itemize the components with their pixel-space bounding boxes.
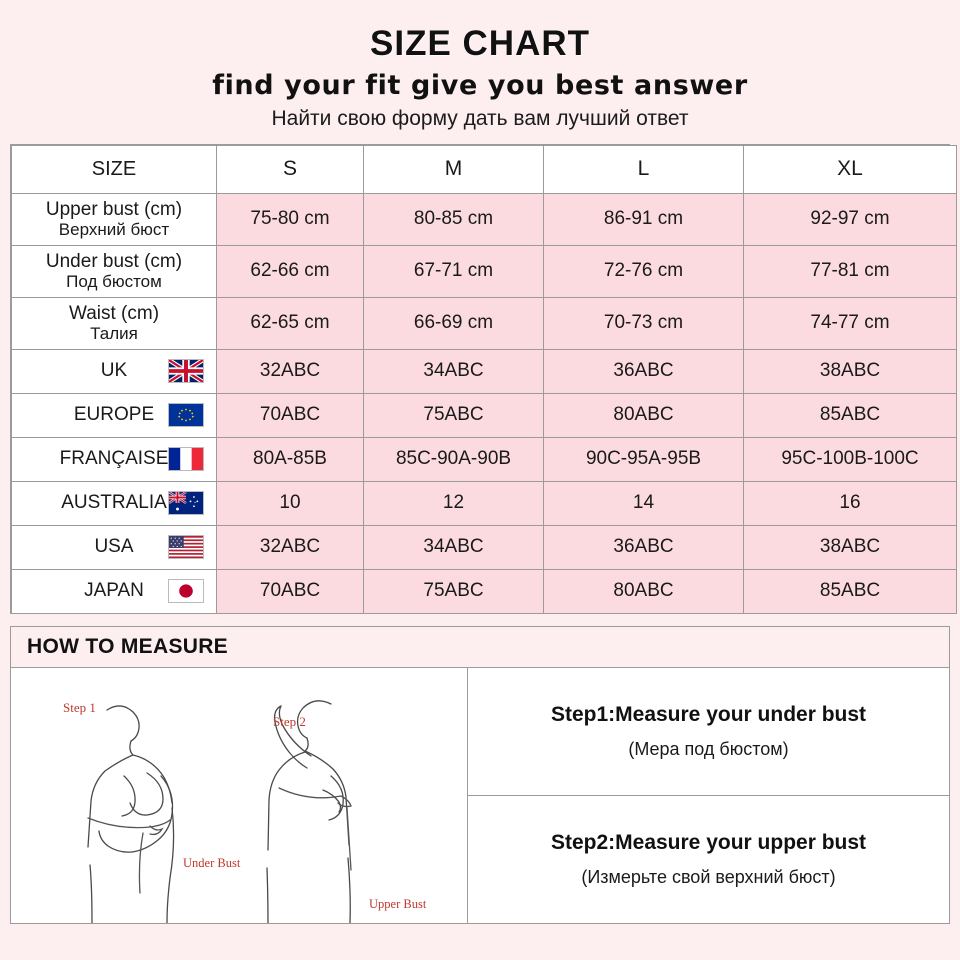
cell-value: 36ABC [544,525,744,569]
row-label-text: UK [100,360,128,382]
row-label-text: AUSTRALIA [61,492,167,514]
cell-value: 72-76 cm [544,245,744,297]
size-chart-table [11,145,957,614]
cell-value: 90C-95A-95B [544,437,744,481]
cell-value: 70ABC [217,569,364,613]
column-header-size: SIZE [12,145,217,193]
column-header-xl: XL [744,145,957,193]
page-title: SIZE CHART [370,24,590,63]
column-header-l: L [544,145,744,193]
row-label-australia [12,481,217,525]
cell-value: 80A-85B [217,437,364,481]
cell-value: 77-81 cm [744,245,957,297]
size-chart-table-wrapper [10,144,950,614]
row-label-text-ru: Верхний бюст [58,220,170,240]
header [6,8,954,131]
row-label-japan [12,569,217,613]
diagram-upper-bust-label: Upper Bust [369,896,427,911]
table-row [12,437,957,481]
table-row [12,349,957,393]
page-subtitle-russian: Найти свою форму дать вам лучший ответ [271,106,689,130]
how-to-measure-section [10,626,950,924]
row-label-uk [12,349,217,393]
row-label-text: Waist (cm) [68,303,160,325]
step-1-title: Step1:Measure your under bust [550,702,867,726]
cell-value: 75ABC [364,393,544,437]
cell-value: 16 [744,481,957,525]
flag-eu-icon [168,403,204,427]
step-1-subtitle: (Мера под бюстом) [628,738,789,759]
row-label-usa [12,525,217,569]
step-2-subtitle: (Измерьте свой верхний бюст) [581,866,836,887]
step-2-title: Step2:Measure your upper bust [550,830,867,854]
table-row [12,193,957,245]
cell-value: 34ABC [364,349,544,393]
measure-steps [468,668,949,923]
table-row [12,481,957,525]
cell-value: 38ABC [744,349,957,393]
cell-value: 10 [217,481,364,525]
cell-value: 32ABC [217,349,364,393]
cell-value: 85C-90A-90B [364,437,544,481]
column-header-m: M [364,145,544,193]
row-label-francaise [12,437,217,481]
row-label-upper-bust [12,193,217,245]
flag-usa-icon [168,535,204,559]
cell-value: 95C-100B-100C [744,437,957,481]
cell-value: 66-69 cm [364,297,544,349]
measure-diagram [11,668,468,923]
row-label-under-bust [12,245,217,297]
cell-value: 80ABC [544,393,744,437]
table-row [12,569,957,613]
cell-value: 75-80 cm [217,193,364,245]
cell-value: 36ABC [544,349,744,393]
cell-value: 80-85 cm [364,193,544,245]
measure-illustration-icon [11,668,467,923]
row-label-text: Upper bust (cm) [45,199,183,221]
cell-value: 86-91 cm [544,193,744,245]
row-label-text: EUROPE [73,404,155,426]
cell-value: 67-71 cm [364,245,544,297]
cell-value: 38ABC [744,525,957,569]
measure-step-2 [468,795,949,923]
diagram-under-bust-label: Under Bust [183,855,241,870]
row-label-europe [12,393,217,437]
row-label-text: FRANÇAISE [59,448,169,470]
table-row [12,393,957,437]
table-header-row [12,145,957,193]
cell-value: 74-77 cm [744,297,957,349]
row-label-waist [12,297,217,349]
diagram-step1-tag: Step 1 [63,699,96,715]
column-header-s: S [217,145,364,193]
cell-value: 62-65 cm [217,297,364,349]
row-label-text: JAPAN [84,580,144,602]
row-label-text: Under bust (cm) [45,251,183,273]
cell-value: 92-97 cm [744,193,957,245]
cell-value: 85ABC [744,569,957,613]
cell-value: 62-66 cm [217,245,364,297]
flag-jp-icon [168,579,204,603]
row-label-text-ru: Под бюстом [66,272,162,292]
table-row [12,525,957,569]
how-to-measure-title: HOW TO MEASURE [11,627,949,668]
measure-step-1 [468,668,949,795]
flag-au-icon [168,491,204,515]
cell-value: 34ABC [364,525,544,569]
row-label-text-ru: Талия [90,324,138,344]
diagram-step2-tag: Step 2 [273,713,306,729]
cell-value: 70ABC [217,393,364,437]
cell-value: 75ABC [364,569,544,613]
table-row [12,245,957,297]
table-row [12,297,957,349]
cell-value: 14 [544,481,744,525]
cell-value: 12 [364,481,544,525]
page-subtitle: find your fit give you best answer [212,69,748,101]
cell-value: 80ABC [544,569,744,613]
cell-value: 70-73 cm [544,297,744,349]
flag-uk-icon [168,359,204,383]
cell-value: 85ABC [744,393,957,437]
cell-value: 32ABC [217,525,364,569]
how-to-measure-body [11,668,949,923]
flag-fr-icon [168,447,204,471]
row-label-text: USA [94,536,134,558]
